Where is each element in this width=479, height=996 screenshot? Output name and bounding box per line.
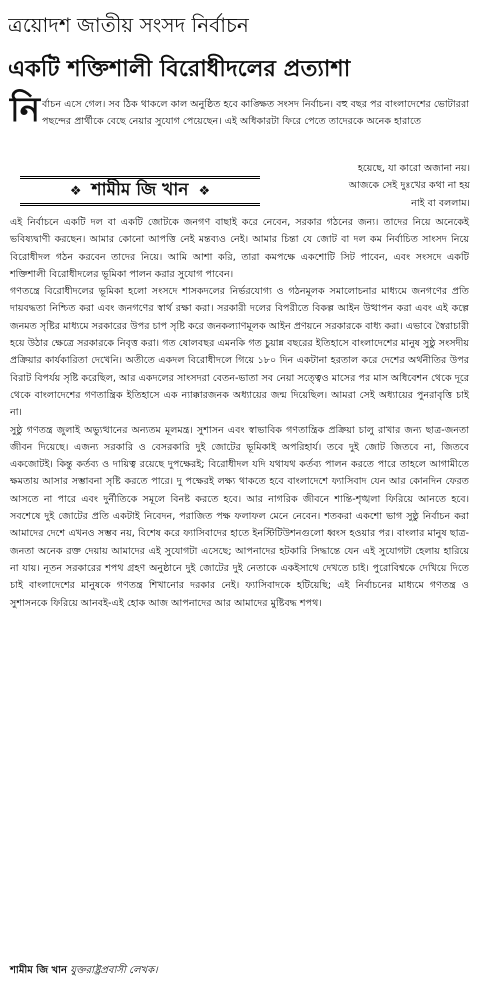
lead-continuation [268,160,470,212]
author-name: শামীম জি খান [10,965,67,976]
author-note [10,962,469,980]
lead-continuation-line: আজকে সেই দুঃখের কথা না হয় [348,180,470,192]
byline-name: শামীম জি খান [91,180,189,200]
author-title: যুক্তরাষ্ট্রপ্রবাসী লেখক। [70,965,158,976]
body-paragraph: সুষ্ঠু গণতন্ত্র জুলাই অভ্যুত্থানের অন্যতম মূলমন্ত্র। সুশাসন এবং স্বাভাবিক গণতান্ত্রিক প্রক্রিয়া চালু রাখার জন্য ছাত্র-জনতা জীবন দিয়েছে। এজন্য সরকারি ও বেসরকারি দুই জোটের ভূমিকাই অপরিহার্য। তবে দুই জোট জিতবে না, জিতবে একজোটই। কিন্তু কর্তব্য ও দায়িত্ব রয়েছে দুপক্ষেরই; বিরোধীদল যদি যথাযথ কর্তব্য পালন করতে পারে তাহলে আগামীতে ক্ষমতায় আসার সম্ভাবনা সৃষ্টি করতে পারে। দু পক্ষেরই লক্ষ্য থাকতে হবে বাংলাদেশে ফ্যাসিবাদ যেন আর কোনদিন ফেরত আসতে না পারে এবং দুর্নীতিকে সমূলে বিনষ্ট করতে হবে। আর নাগরিক জীবনে শান্তি-শৃঙ্খলা ফিরিয়ে আনতে হবে। সবশেষে দুই জোটের প্রতি একটাই নিবেদন, পরাজিত পক্ষ ফলাফল মেনে নেবেন। শতকরা একশো ভাগ সুষ্ঠু নির্বাচন করা আমাদের দেশে এখনও সম্ভব নয়, বিশেষ করে ফ্যাসিবাদের হাতে ইনস্টিটিউশনগুলো ধ্বংস হওয়ার পর। বাংলার মানুষ ছাত্র-জনতা অনেক রক্ত দেয়ায় আমাদের এই সুযোগটা এসেছে; আপনাদের হটকারি সিদ্ধান্তে যেন এই সুযোগটা হেলায় হারিয়ে না যায়। নূতন সরকারের শপথ গ্রহণ অনুষ্ঠানে দুই জোটের দুই নেতাকে একইসাথে দেখতে চাই। পুরোবিশ্বকে দেখিয়ে দিতে চাই বাংলাদেশের মানুষকে গণতন্ত্র শিখানোর দরকার নেই। ফ্যাসিবাদকে হটিয়েছি; এই নির্বাচনের মাধ্যমে গণতন্ত্র ও সুশাসনকে ফিরিয়ে আনবই-এই হোক আজ আপনাদের আর আমাদের মুষ্টিবদ্ধ শপথ। [10,424,469,609]
article-body [10,214,469,612]
body-paragraph: গণতন্ত্রে বিরোধীদলের ভূমিকা হলো সংসদে শাসকদলের নির্ভরযোগ্য ও গঠনমূলক সমালোচনার মাধ্যমে জনগণের প্রতি দায়বদ্ধতা নিশ্চিত করা এবং জনগণের স্বার্থ রক্ষা করা। সরকারী দলের বিপরীতে বিকল্প আইন উত্থাপন করা এবং এই কল্পে জনমত সৃষ্টির মাধ্যমে সরকারের উপর চাপ সৃষ্টি করে জনকল্যাণমূলক আইন প্রণয়নে সরকারকে বাধ্য করা। এভাবে স্বৈরাচারী হয়ে উঠার ক্ষেত্রে সরকারকে নিবৃত্ত করা। গত ষোলবছর এমনকি গত চুয়ান্ন বছরের ইতিহাসে বাংলাদেশের মানুষ সুষ্ঠু সংসদীয় প্রক্রিয়ার কার্যকারিতা দেখেনি। অতীতে একদল বিরোধীদলে গিয়ে ১৮০ দিন একটানা হরতাল করে দেশের অর্থনীতির উপর বিরাট বিপর্যয় সৃষ্টি করেছিল, আর একদলের সাংসদরা বেতন-ভাতা সব নেয়া সত্ত্বেও মাসের পর মাস অধিবেশন থেকে দূরে থেকে বাংলাদেশের গণতান্ত্রিক ইতিহাসে এক ন্যাক্কারজনক অধ্যায়ের জন্ম দিয়েছিল। আমরা সেই অধ্যায়ের পুনরাবৃত্তি চাই না। [10,286,469,419]
article-headline: একটি শক্তিশালী বিরোধীদলের প্রত্যাশা [8,56,351,82]
diamond-ornament-icon: ❖ [69,183,82,199]
lead-text: র্বাচন এসে গেল। সব ঠিক থাকলে কাল অনুষ্ঠিত হবে কাঙ্ক্ষিত সংসদ নির্বাচন। বহু বছর পর বাংলাদেশের ভোটাররা পছন্দের প্রার্থীকে বেছে নেয়ার সুযোগ পেয়েছেন। এই অধিকারটা ফিরে পেতে তাদেরকে অনেক হারাতে [42,99,470,128]
lead-paragraph [10,90,470,131]
body-paragraph: এই নির্বাচনে একটি দল বা একটি জোটকে জনগণ বাছাই করে নেবেন, সরকার গঠনের জন্য। তাদের নিয়ে অনেকেই ভবিষ্যদ্বাণী করছেন। আমার কোনো আপত্তি নেই মন্তব্যও নেই। আমার চিন্তা যে জোট বা দল কম নির্বাচিত সাংসদ নিয়ে বিরোধীদল গঠন করবেন তাদের নিয়ে। আমি আশা করি, তারা কমপক্ষে একশোটি সিট পাবেন, এবং সংসদে একটি শক্তিশালী বিরোধীদলের ভূমিকা পালন করার সুযোগ পাবেন। [10,217,469,280]
article-kicker: ত্রয়োদশ জাতীয় সংসদ নির্বাচন [8,13,249,37]
diamond-ornament-icon: ❖ [198,183,211,199]
drop-cap: নি [10,90,41,130]
byline-box [20,176,260,206]
lead-continuation-line: নাই বা বললাম। [411,197,470,209]
lead-continuation-line: হয়েছে, যা কারো অজানা নয়। [357,163,470,174]
